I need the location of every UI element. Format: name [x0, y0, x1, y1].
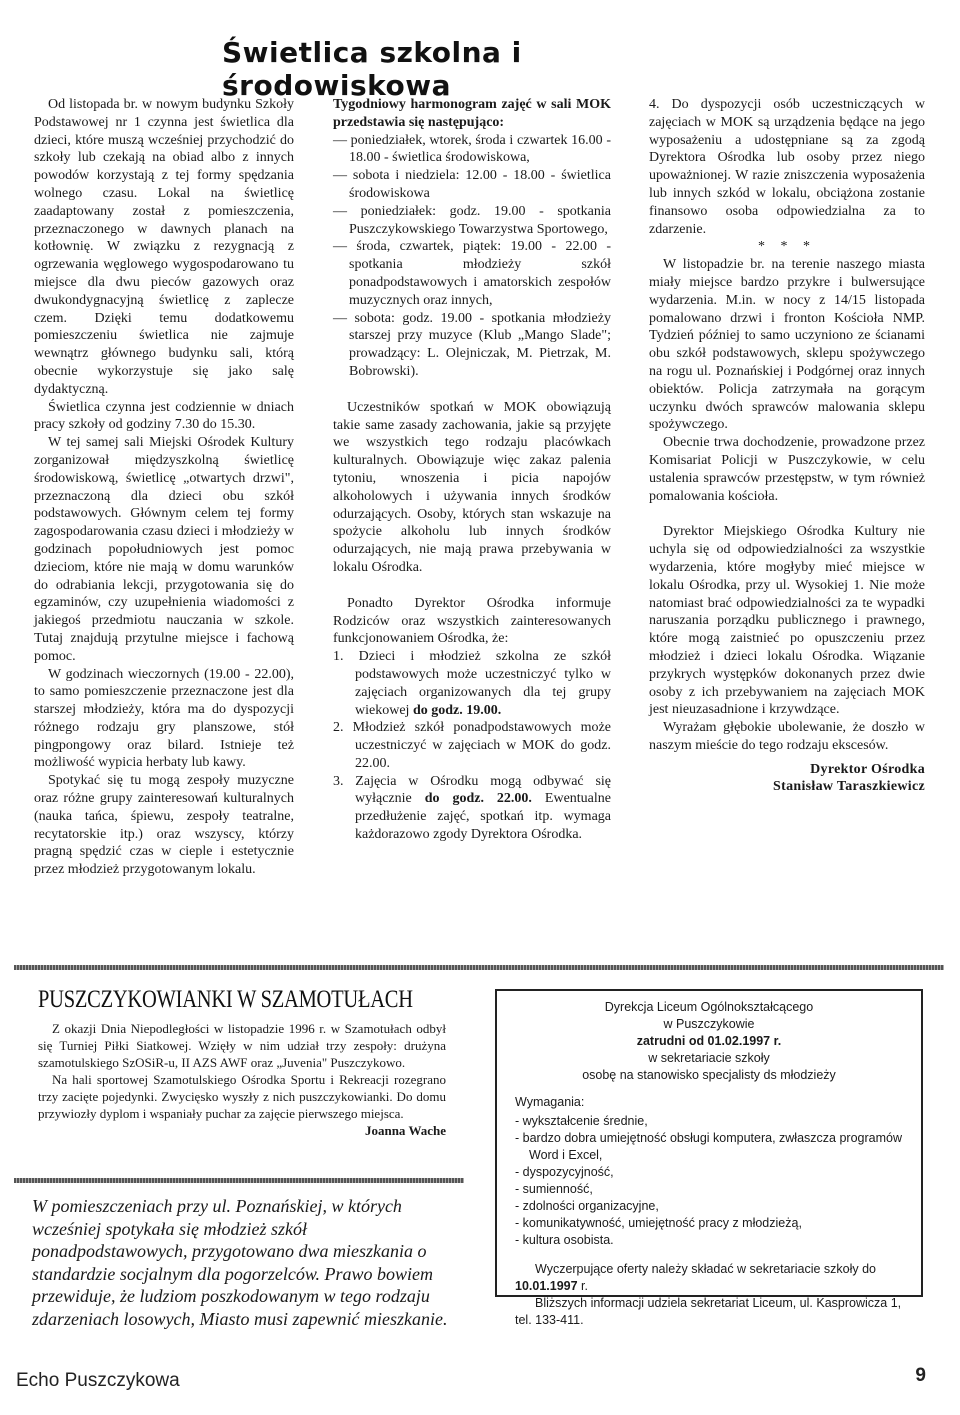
schedule-list	[333, 132, 611, 381]
bleed-through-text-right	[760, 30, 960, 90]
col1-paragraph: W godzinach wieczornych (19.00 - 22.00), to samo pomieszczenie przeznaczone jest dla starszej młodzieży, która ma do dyspozycji różnego rodzaju gry planszowe, stół pingpongowy oraz bilard. Istnieje też możliwość wypicia herbaty lub kawy.	[34, 666, 294, 771]
article-column-3	[649, 96, 925, 796]
ad-hiring-date: zatrudni od 01.02.1997 r.	[636, 1034, 782, 1048]
signature-name: Stanisław Taraszkiewicz	[773, 779, 925, 795]
col1-paragraph: Świetlica czynna jest codziennie w dniach pracy szkoły od godziny 7.30 do 15.30.	[34, 399, 294, 433]
director-rules-list	[333, 648, 611, 844]
col1-paragraph: Od listopada br. w nowym budynku Szkoły Podstawowej nr 1 czynna jest świetlica dla dzieci, które muszą wcześniej przychodzić do szkoły lub czekają na obiad albo z innych powodów korzystają z tej formy spędzania wolnego czasu. Lokal na świetlicę zaadaptowany został z pomieszczenia, przeznaczonego w dawnych planach na kotłownię. W związku z rezygnacją z ogrzewania węglowego wygospodarowano tu miejsce dla dwu pieców gazowych oraz dwukondygnacyjną świetlicę z zaplecze czem. Dzięki temu dodatkowemu pomieszczeniu świetlica nie zajmuje wewnątrz głównego budynku sali, którą obecnie wykorzystuje się jako salę dydaktyczną.	[34, 97, 294, 397]
section-separator: * * *	[758, 239, 816, 255]
article-title: Świetlica szkolna i środowiskowa	[222, 36, 522, 102]
requirement-item: - bardzo dobra umiejętność obsługi komputera, zwłaszcza programów Word i Excel,	[515, 1131, 902, 1162]
rule-item-4: 4. Do dyspozycji osób uczestniczących w zajęciach w MOK są urządzenia będące na jego wyposażeniu a udostępniane są za zgodą Dyrektora Ośrodka lub osoby przez niego upoważnionej. W razie zniszczenia wyposażenia lub innych szkód w lokalu, obciążona zostanie finansowo osoba odpowiedzialna za to zdarzenie.	[649, 97, 925, 237]
ad-requirements-list	[515, 1113, 903, 1249]
investigation-paragraph: Obecnie trwa dochodzenie, prowadzone przez Komisariat Policji w Puszczykowie, w celu ustalenia sprawców przestępstw, w tym również pomalowania kościoła.	[649, 435, 925, 504]
regret-paragraph: Wyrażam głębokie ubolewanie, że doszło w naszym mieście do tego rodzaju ekscesów.	[649, 720, 925, 753]
article-column-1	[34, 96, 294, 879]
sport-author: Joanna Wache	[364, 1123, 446, 1138]
schedule-item: — środa, czwartek, piątek: 19.00 - 22.00 - spotkania młodzieży szkół ponadpodstawowych i amatorskich zespołów muzycznych oraz innych,	[333, 239, 611, 308]
requirement-item: - kultura osobista.	[515, 1233, 614, 1247]
rules-paragraph: Uczestników spotkań w MOK obowiązują takie same zasady zachowania, jakie są przyjęte we wszystkich tego rodzaju placówkach kulturalnych. Obowiązuje więc zakaz palenia tytoniu, wnoszenia i picia napojów alkoholowych i używania innych środków odurzających. Osoby, których stan wskazuje na spożycie alkoholu lub innych środków odurzających, nie mają prawa przebywania w lokalu Ośrodka.	[333, 399, 611, 575]
requirement-item: - sumienność,	[515, 1182, 593, 1196]
ad-requirements-label: Wymagania:	[515, 1095, 585, 1109]
rule-item: 3. Zajęcia w Ośrodku mogą odbywać się wyłącznie do godz. 22.00. Ewentualne przedłużenie zajęć, spotkań itp. wymaga każdorazowo zgody Dyrektora Ośrodka.	[333, 773, 611, 843]
requirement-item: - zdolności organizacyjne,	[515, 1199, 659, 1213]
ad-contact: Bliższych informacji udziela sekretariat Liceum, ul. Kasprowicza 1, tel. 133-411.	[515, 1296, 902, 1327]
rule-item: 2. Młodzież szkół ponadpodstawowych może uczestniczyć w zajęciach w MOK do godz. 22.00.	[333, 720, 611, 771]
director-statement-paragraph: Dyrektor Miejskiego Ośrodka Kultury nie uchyla się od odpowiedzialności za wszystkie wydarzenia, które mogłyby mieć miejsce w lokalu Ośrodka, przy ul. Wysokiej 1. Nie może natomiast brać odpowiedzialności za te wypadki naruszania porządku publicznego i prawnego, które mogą zaistnieć po opuszczeniu przez młodzież i dzieci lokalu Ośrodka. Wiązanie przykrych występków dokonanych przez dwie osoby z ich przebywaniem na zajęciach MOK jest nieuzasadnione i krzywdzące.	[649, 524, 925, 718]
publication-name: Echo Puszczykowa	[16, 1370, 180, 1391]
rule-item: 1. Dzieci i młodzież szkolna ze szkół podstawowych może uczestniczyć tylko w zajęciach organizowanych dla tej grupy wiekowej do godz. 19.00.	[333, 649, 611, 718]
incident-paragraph: W listopadzie br. na terenie naszego miasta miały miejsce bardzo przykre i bulwersujące wydarzenia. M.in. w nocy z 14/15 listopada pomalowano drzwi i fronton Kościoła NMP. Tydzień później to samo uczyniono ze ścianami obu szkół podstawowych, sklepu spożywczego na rogu ul. Poznańskiej i Podgórnej oraz innych obiektów. Policja zatrzymała na gorącym uczynku dwóch sprawców malowania sklepu spożywczego.	[649, 257, 925, 433]
requirement-item: - dyspozycyjność,	[515, 1165, 614, 1179]
sport-article-body	[38, 1020, 446, 1139]
signature-title: Dyrektor Ośrodka	[810, 761, 925, 777]
sport-paragraph: Z okazji Dnia Niepodległości w listopadzie 1996 r. w Szamotułach odbył się Turniej Piłki Siatkowej. Wzięły w nim udział trzy zespoły: drużyna szamotulskiego SzOSiR-u, II AZS AWF oraz „Juvenia" Puszczykowo.	[38, 1021, 446, 1070]
director-info-paragraph: Ponadto Dyrektor Ośrodka informuje Rodziców oraz wszystkich zainteresowanych funkcjonowaniem Ośrodka, że:	[333, 595, 611, 647]
schedule-heading: Tygodniowy harmonogram zajęć w sali MOK przedstawia się następująco:	[333, 97, 611, 130]
article-column-2	[333, 96, 611, 844]
requirement-item: - wykształcenie średnie,	[515, 1114, 648, 1128]
ad-school-location: w Puszczykowie	[663, 1017, 755, 1031]
ad-school-name: Dyrekcja Liceum Ogólnokształcącego	[604, 1000, 814, 1014]
schedule-item: — poniedziałek: godz. 19.00 - spotkania Puszczykowskiego Towarzystwa Sportowego,	[333, 203, 611, 237]
job-advertisement	[495, 989, 923, 1327]
schedule-item: — sobota: godz. 19.00 - spotkania młodzieży starszej przy muzyce (Klub „Mango Slade"; prowadzący: L. Olejniczak, M. Pietrzak, M. Bobrowski).	[333, 310, 611, 379]
bleed-through-text-left	[0, 30, 225, 90]
page-number: 9	[915, 1365, 926, 1386]
ad-position: osobę na stanowisko specjalisty ds młodzieży	[582, 1068, 836, 1082]
section-divider	[14, 965, 944, 970]
schedule-item: — poniedziałek, wtorek, środa i czwartek 16.00 - 18.00 - świetlica środowiskowa,	[333, 132, 611, 166]
section-divider-small	[14, 1178, 464, 1183]
sport-article-title: PUSZCZYKOWIANKI W SZAMOTUŁACH	[38, 986, 413, 1013]
ad-department: w sekretariacie szkoły	[648, 1051, 770, 1065]
schedule-item: — sobota i niedziela: 12.00 - 18.00 - świetlica środowiskowa	[333, 168, 611, 201]
requirement-item: - komunikatywność, umiejętność pracy z młodzieżą,	[515, 1216, 802, 1230]
col1-paragraph: Spotykać się tu mogą zespoły muzyczne oraz różne grupy zainteresowań kulturalnych (nauka tańca, śpiewu, zespoły teatralne, recytatorskie itp.) oraz wszyscy, którzy pragną spędzić czas w cieple i estetycznie przez młodzież przygotowanym lokalu.	[34, 773, 294, 878]
sport-paragraph: Na hali sportowej Szamotulskiego Ośrodka Sportu i Rekreacji rozegrano trzy zacięte pojedynki. Zwycięsko wyszły z nich puszczykowianki. Do domu przywiozły dyplom i wspaniały puchar za zajęcie pierwszego miejsca.	[38, 1072, 446, 1121]
housing-note: W pomieszczeniach przy ul. Poznańskiej, w których wcześniej spotykała się młodzież szkół ponadpodstawowych, przygotowano dwa mieszkania o standardzie socjalnym dla pogorzelców. Prawo bowiem przewiduje, że ludziom poszkodowanym w tego rodzaju zdarzeniach losowych, Miasto musi zapewnić mieszkanie.	[32, 1196, 448, 1329]
col1-paragraph: W tej samej sali Miejski Ośrodek Kultury zorganizował międzyszkolną świetlicę środowiskową, świetlicę „otwartych drzwi", przeznaczoną dla dzieci obu szkół podstawowych. Głównym celem tej formy zagospodarowania czasu dzieci i młodzieży w godzinach popołudniowych jest pomoc dzieciom, które nie mają w domu warunków do odrabiania lekcji, przygotowania się do egzaminów, czy uzupełnienia wiadomości z jakiegoś przedmiotu nauczania w szkole. Tutaj znajdują przytulne miejsce i fachową pomoc.	[34, 435, 294, 664]
ad-deadline: Wyczerpujące oferty należy składać w sekretariacie szkoły do 10.01.1997 r.	[515, 1262, 876, 1293]
